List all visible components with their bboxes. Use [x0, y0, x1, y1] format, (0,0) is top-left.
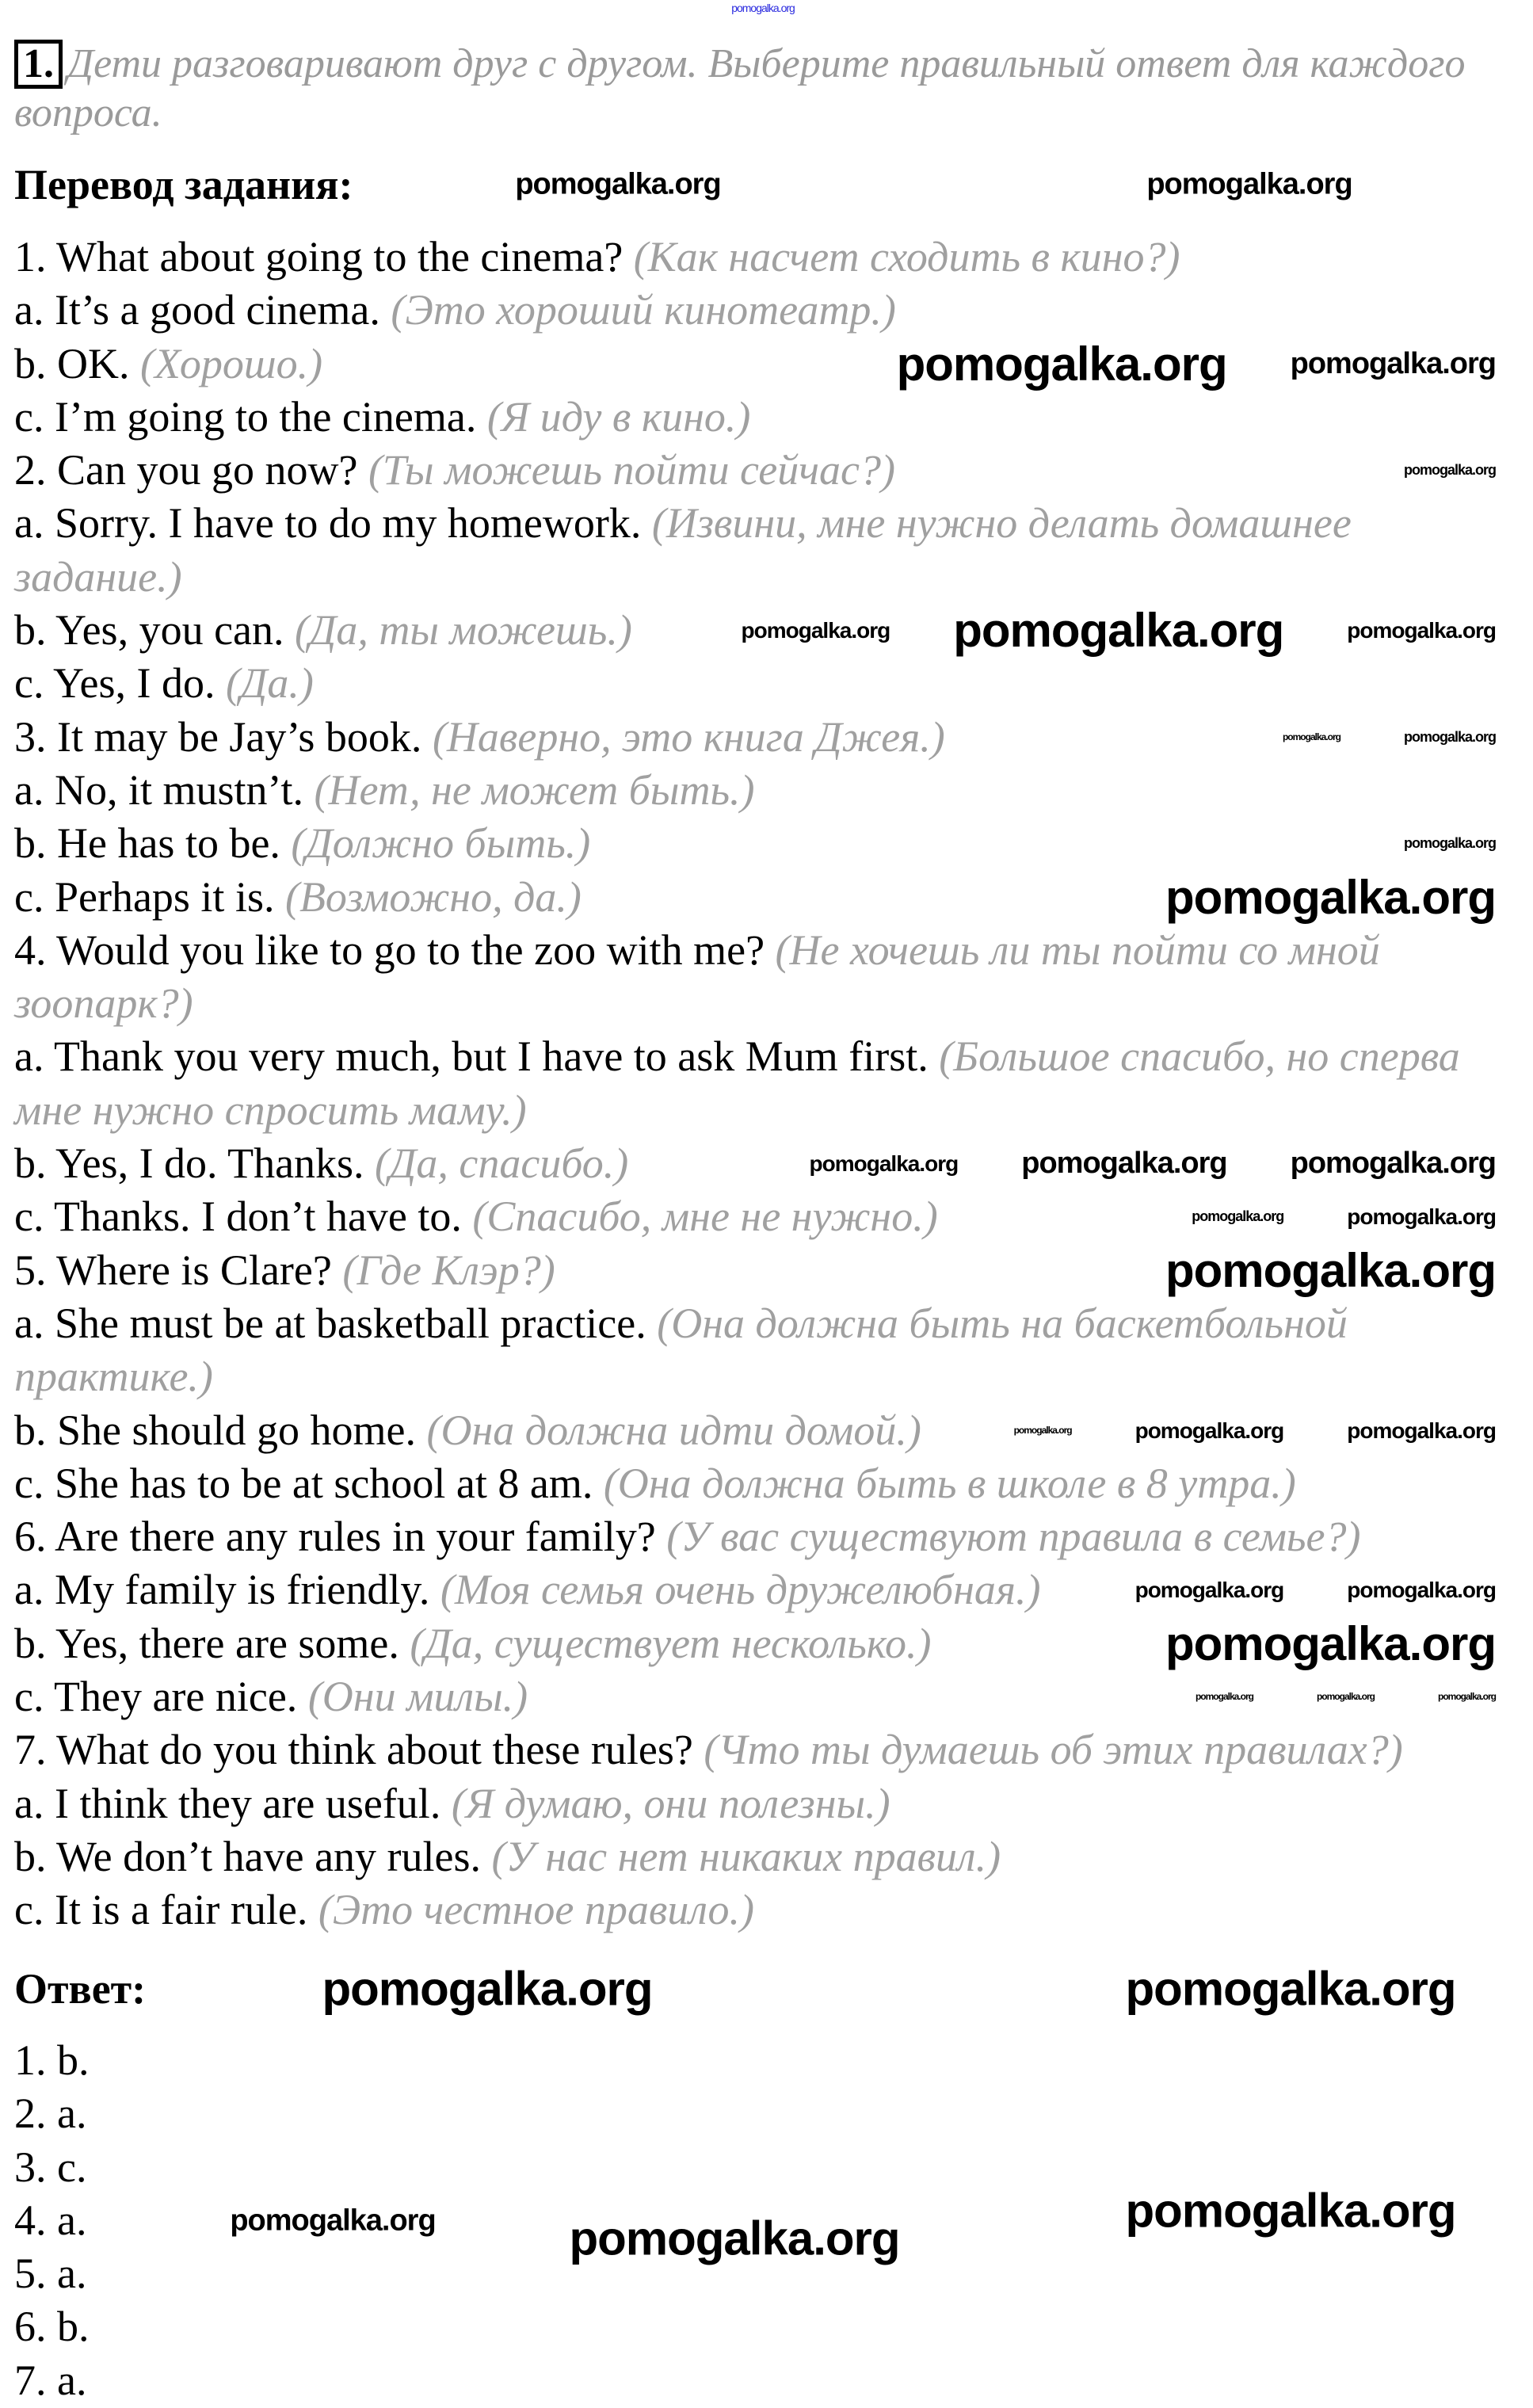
translation-line — [14, 338, 1520, 391]
russian-translation: (Я иду в кино.) — [486, 392, 751, 441]
russian-translation: (Она должна быть в школе в 8 утра.) — [603, 1459, 1296, 1507]
russian-translation: (Она должна идти домой.) — [426, 1406, 921, 1454]
watermark: pomogalka.org — [809, 1151, 959, 1177]
translation-line — [14, 1883, 1520, 1937]
translation-line — [14, 1830, 1520, 1883]
answer-item: 6. b. — [14, 2303, 90, 2351]
watermark: pomogalka.org — [1347, 1578, 1496, 1603]
russian-translation: (У нас нет никаких правил.) — [491, 1832, 1001, 1880]
english-text: c. They are nice. — [14, 1673, 298, 1721]
answer-item: 5. a. — [14, 2250, 87, 2298]
answer-list — [14, 2034, 90, 2407]
translation-line — [14, 924, 1520, 1031]
translation-lines — [14, 231, 1520, 1937]
translation-line — [14, 231, 1520, 284]
translation-line — [14, 1244, 1520, 1297]
english-text: 2. Can you go now? — [14, 446, 358, 494]
translation-line — [14, 711, 1520, 764]
watermark: pomogalka.org — [1316, 1691, 1375, 1703]
english-text: a. She must be at basketball practice. — [14, 1299, 646, 1347]
russian-translation: (Где Клэр?) — [342, 1246, 555, 1294]
english-text: a. It’s a good cinema. — [14, 286, 380, 334]
english-text: 6. Are there any rules in your family? — [14, 1513, 656, 1561]
watermark: pomogalka.org — [515, 167, 721, 201]
english-text: 3. It may be Jay’s book. — [14, 712, 422, 761]
translation-heading: Перевод задания: — [14, 161, 353, 208]
watermark: pomogalka.org — [1165, 1243, 1496, 1297]
russian-translation: (Да.) — [226, 659, 314, 708]
russian-translation: (Как насчет сходить в кино?) — [633, 233, 1180, 280]
task-instruction — [14, 40, 1504, 138]
task-number: 1. — [14, 40, 63, 89]
translation-line — [14, 1404, 1520, 1457]
russian-translation: (Спасибо, мне не нужно.) — [472, 1193, 938, 1241]
translation-line — [14, 817, 1520, 870]
english-text: b. Yes, you can. — [14, 606, 284, 654]
translation-line — [14, 1617, 1520, 1670]
russian-translation: (Не хочешь ли ты пойти со мной зоопарк?) — [14, 925, 1380, 1028]
watermark: pomogalka.org — [1165, 870, 1496, 924]
english-text: c. It is a fair rule. — [14, 1886, 308, 1934]
watermark: pomogalka.org — [896, 337, 1227, 391]
english-text: 7. What do you think about these rules? — [14, 1726, 693, 1774]
watermark: pomogalka.org — [1403, 462, 1496, 479]
answer-item: 3. c. — [14, 2143, 87, 2191]
russian-translation: (Извини, мне нужно делать домашнее задание.) — [14, 499, 1352, 601]
english-text: 1. What about going to the cinema? — [14, 233, 623, 280]
watermark: pomogalka.org — [230, 2204, 436, 2238]
russian-translation: (Возможно, да.) — [284, 872, 582, 921]
russian-translation: (Наверно, это книга Джея.) — [432, 712, 945, 761]
english-text: b. She should go home. — [14, 1406, 416, 1454]
watermark: pomogalka.org — [1347, 1418, 1496, 1443]
russian-translation: (Большое спасибо, но сперва мне нужно спросить маму.) — [14, 1032, 1460, 1134]
watermark: pomogalka.org — [1282, 731, 1340, 742]
english-text: a. Sorry. I have to do my homework. — [14, 499, 642, 548]
translation-line — [14, 871, 1520, 924]
watermark: pomogalka.org — [1403, 728, 1496, 745]
english-text: a. My family is friendly. — [14, 1566, 430, 1614]
watermark: pomogalka.org — [741, 618, 890, 643]
english-text: 4. Would you like to go to the zoo with me? — [14, 925, 765, 974]
english-text: c. Yes, I do. — [14, 659, 215, 708]
english-text: b. OK. — [14, 339, 130, 387]
russian-translation: (Они милы.) — [307, 1673, 528, 1721]
english-text: a. No, it mustn’t. — [14, 765, 304, 814]
watermark: pomogalka.org — [1165, 1616, 1496, 1670]
english-text: a. Thank you very much, but I have to ask Mum first. — [14, 1032, 929, 1081]
russian-translation: (Да, ты можешь.) — [295, 606, 632, 654]
translation-line — [14, 657, 1520, 710]
translation-line — [14, 444, 1520, 497]
english-text: b. Yes, there are some. — [14, 1619, 399, 1667]
translation-line — [14, 764, 1520, 817]
watermark: pomogalka.org — [1125, 2184, 1456, 2238]
translation-line — [14, 1510, 1520, 1563]
answer-item: 4. a. — [14, 2196, 87, 2244]
russian-translation: (Ты можешь пойти сейчас?) — [368, 446, 895, 494]
translation-line — [14, 284, 1520, 337]
russian-translation: (Это хороший кинотеатр.) — [391, 286, 896, 334]
russian-translation: (У вас существуют правила в семье?) — [666, 1513, 1361, 1561]
translation-line — [14, 391, 1520, 444]
russian-translation: (Нет, не может быть.) — [314, 765, 755, 814]
translation-line — [14, 1190, 1520, 1243]
watermark: pomogalka.org — [1134, 1418, 1284, 1443]
watermark: pomogalka.org — [1021, 1147, 1227, 1181]
english-text: c. Thanks. I don’t have to. — [14, 1193, 462, 1241]
russian-translation: (Она должна быть на баскетбольной практике.) — [14, 1299, 1348, 1401]
translation-line — [14, 1777, 1520, 1830]
answer-item: 7. a. — [14, 2356, 87, 2404]
watermark: pomogalka.org — [1146, 167, 1352, 201]
watermark: pomogalka.org — [1125, 1962, 1456, 2016]
translation-line — [14, 1137, 1520, 1190]
watermark: pomogalka.org — [731, 2, 795, 14]
translation-line — [14, 604, 1520, 657]
watermark: pomogalka.org — [1192, 1208, 1284, 1225]
answer-item: 2. a. — [14, 2089, 87, 2138]
translation-line — [14, 1563, 1520, 1616]
russian-translation: (Я думаю, они полезны.) — [451, 1779, 890, 1827]
english-text: c. I’m going to the cinema. — [14, 392, 477, 441]
russian-translation: (Это честное правило.) — [318, 1886, 755, 1934]
translation-line — [14, 497, 1520, 604]
translation-line — [14, 1457, 1520, 1510]
translation-line — [14, 1297, 1520, 1404]
watermark: pomogalka.org — [1403, 835, 1496, 852]
russian-translation: (Хорошо.) — [140, 339, 323, 387]
english-text: a. I think they are useful. — [14, 1779, 441, 1827]
watermark: pomogalka.org — [1290, 1147, 1496, 1181]
watermark: pomogalka.org — [569, 2211, 900, 2265]
answer-heading: Ответ: — [14, 1965, 147, 2013]
watermark: pomogalka.org — [1347, 618, 1496, 643]
watermark: pomogalka.org — [1195, 1691, 1253, 1703]
russian-translation: (Да, спасибо.) — [375, 1139, 629, 1188]
translation-line — [14, 1030, 1520, 1137]
english-text: b. He has to be. — [14, 819, 280, 868]
russian-translation: (Моя семья очень дружелюбная.) — [440, 1566, 1041, 1614]
translation-line — [14, 1670, 1520, 1723]
english-text: b. We don’t have any rules. — [14, 1832, 482, 1880]
watermark: pomogalka.org — [322, 1962, 653, 2016]
russian-translation: (Должно быть.) — [291, 819, 591, 868]
watermark: pomogalka.org — [1290, 346, 1496, 380]
answer-item: 1. b. — [14, 2036, 90, 2084]
russian-translation: (Что ты думаешь об этих правилах?) — [704, 1726, 1403, 1774]
english-text: b. Yes, I do. Thanks. — [14, 1139, 364, 1188]
translation-line — [14, 1723, 1520, 1776]
english-text: 5. Where is Clare? — [14, 1246, 332, 1294]
watermark: pomogalka.org — [953, 604, 1284, 658]
english-text: c. Perhaps it is. — [14, 872, 275, 921]
watermark: pomogalka.org — [1013, 1424, 1072, 1436]
watermark: pomogalka.org — [1437, 1691, 1496, 1703]
watermark: pomogalka.org — [1134, 1578, 1284, 1603]
english-text: c. She has to be at school at 8 am. — [14, 1459, 593, 1507]
watermark: pomogalka.org — [1347, 1204, 1496, 1230]
instruction-text: Дети разговаривают друг с другом. Выберите правильный ответ для каждого вопроса. — [14, 41, 1466, 135]
russian-translation: (Да, существует несколько.) — [410, 1619, 932, 1667]
